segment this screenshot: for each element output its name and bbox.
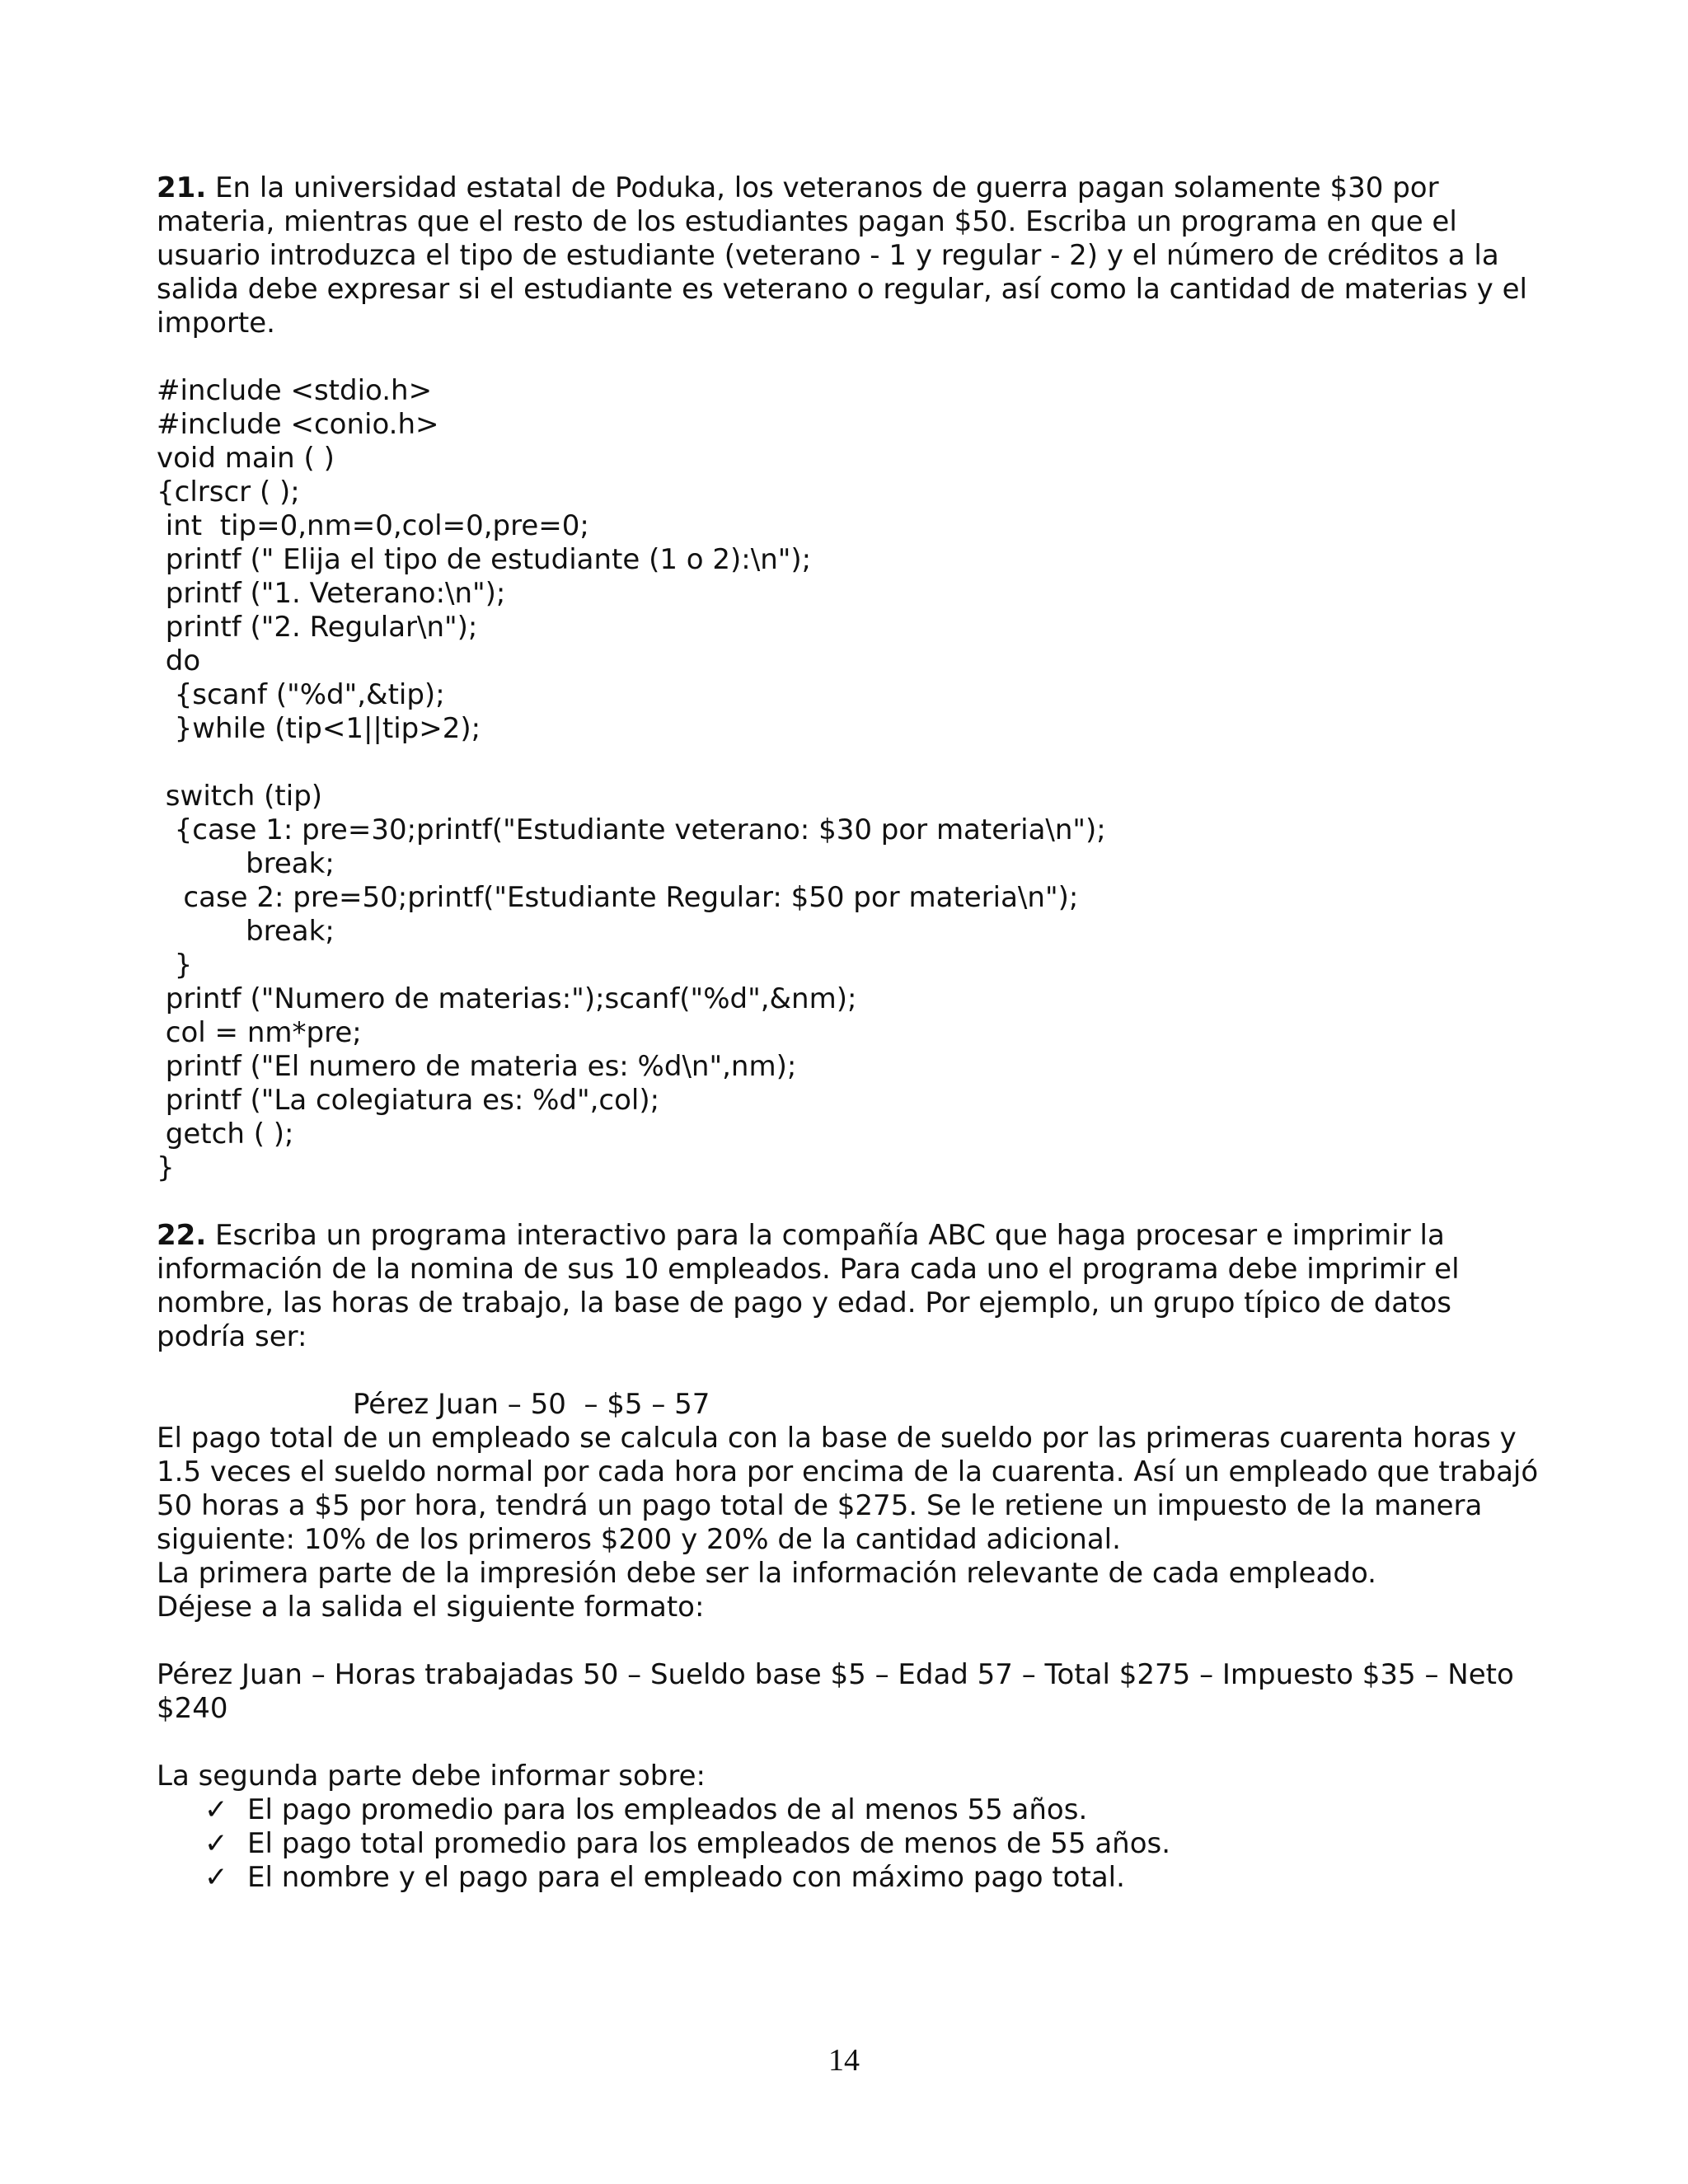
code-line: printf ("El numero de materia es: %d\n",nm); [157,1050,797,1083]
checkmark-icon: ✓ [204,1793,228,1826]
problem-21-number: 21. [157,171,207,204]
data-example: Pérez Juan – 50 – $5 – 57 [353,1388,710,1421]
problem-21-text: En la universidad estatal de Poduka, los veteranos de guerra pagan solamente $30 por materia, mientras que el resto de los estudiantes pagan $50. Escriba un programa en que el usuario introduzca el tipo de estudiante (veterano - 1 y regular - 2) y el número de créditos a la salida debe expresar si el estudiante es veterano o regular, así como la cantidad de materias y el importe. [157,171,1536,340]
checklist-item-text: El pago promedio para los empleados de al menos 55 años. [247,1793,1088,1826]
code-line: break; [157,915,335,948]
code-line: {case 1: pre=30;printf("Estudiante veterano: $30 por materia\n"); [157,813,1106,846]
problem-22-text: Escriba un programa interactivo para la compañía ABC que haga procesar e imprimir la información de la nomina de sus 10 empleados. Para cada uno el programa debe imprimir el nombre, las horas de trabajo, la base de pago y edad. Por ejemplo, un grupo típico de datos podría ser: [157,1219,1469,1353]
code-line: printf ("La colegiatura es: %d",col); [157,1084,660,1117]
code-line: } [157,949,193,982]
code-line: printf ("Numero de materias:");scanf("%d",&nm); [157,982,857,1015]
code-line: } [157,1151,175,1184]
code-line [157,746,1541,780]
problem-21-code [157,374,1541,1185]
code-line: {clrscr ( ); [157,476,300,509]
code-line: #include <conio.h> [157,408,439,441]
code-line: case 2: pre=50;printf("Estudiante Regular: $50 por materia\n"); [157,881,1079,914]
document-page [157,171,1547,1895]
code-line: col = nm*pre; [157,1016,362,1049]
checklist-item [204,1827,1541,1861]
problem-22-number: 22. [157,1219,207,1252]
requirements-checklist [157,1793,1541,1895]
format-paragraph: Déjese a la salida el siguiente formato: [157,1591,705,1624]
code-line: break; [157,847,335,880]
checklist-item [204,1861,1541,1895]
checkmark-icon: ✓ [204,1861,228,1894]
page-number: 14 [828,2043,860,2078]
checklist-item-text: El pago total promedio para los empleados de menos de 55 años. [247,1827,1171,1860]
format-example: Pérez Juan – Horas trabajadas 50 – Sueldo base $5 – Edad 57 – Total $275 – Impuesto $35 – Neto $240 [157,1658,1523,1725]
code-line: switch (tip) [157,780,323,813]
code-line: #include <stdio.h> [157,374,433,407]
problem-22-statement [157,1219,1541,1354]
code-line: {scanf ("%d",&tip); [157,678,445,711]
code-line: printf (" Elija el tipo de estudiante (1 o 2):\n"); [157,543,812,576]
first-part-paragraph: La primera parte de la impresión debe ser la información relevante de cada empleado. [157,1557,1376,1590]
code-line: int tip=0,nm=0,col=0,pre=0; [157,509,589,542]
checkmark-icon: ✓ [204,1827,228,1860]
code-line: printf ("2. Regular\n"); [157,611,478,644]
checklist-item-text: El nombre y el pago para el empleado con máximo pago total. [247,1861,1125,1894]
problem-21-statement [157,171,1541,340]
checklist-item [204,1793,1541,1827]
total-pay-paragraph: El pago total de un empleado se calcula con la base de sueldo por las primeras cuarenta horas y 1.5 veces el sueldo normal por cada hora por encima de la cuarenta. Así un empleado que trabajó 50 horas a $5 por hora, tendrá un pago total de $275. Se le retiene un impuesto de la manera siguiente: 10% de los primeros $200 y 20% de la cantidad adicional. [157,1422,1547,1556]
code-line: getch ( ); [157,1118,294,1151]
code-line: }while (tip<1||tip>2); [157,712,481,745]
code-line: do [157,644,201,677]
code-line: void main ( ) [157,442,335,475]
second-part-intro: La segunda parte debe informar sobre: [157,1760,706,1793]
code-line: printf ("1. Veterano:\n"); [157,577,506,610]
